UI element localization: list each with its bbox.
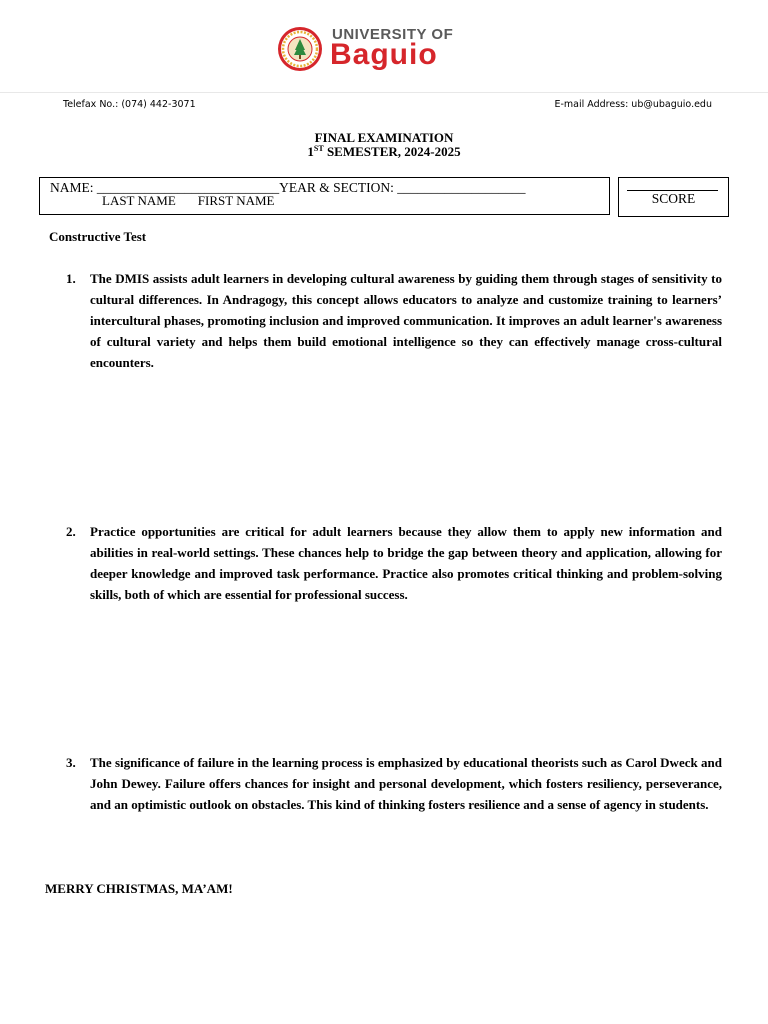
telefax-number: Telefax No.: (074) 442-3071	[63, 99, 196, 110]
semester-text: SEMESTER, 2024-2025	[323, 144, 461, 159]
score-box	[618, 177, 729, 217]
closing-greeting: MERRY CHRISTMAS, MA’AM!	[45, 881, 233, 896]
exam-semester	[0, 145, 768, 159]
email-address: E-mail Address: ub@ubaguio.edu	[554, 99, 712, 110]
name-year-section-line: NAME: ___________________________YEAR & SECTION: ___________________	[50, 180, 526, 195]
question-item	[66, 752, 722, 815]
question-number: 1.	[66, 271, 76, 286]
semester-number: 1	[307, 144, 314, 159]
name-section-box	[39, 177, 610, 215]
first-name-label: FIRST NAME	[197, 193, 275, 208]
question-item	[66, 521, 722, 605]
question-text: The significance of failure in the learning process is emphasized by educational theorists such as Carol Dweck and John Dewey. Failure offers chances for insight and personal development, which fosters resiliency, perseverance, and an optimistic outlook on obstacles. This kind of thinking fosters resilience and a sense of agency in students.	[90, 755, 722, 812]
exam-title: FINAL EXAMINATION	[314, 130, 454, 145]
section-title: Constructive Test	[49, 229, 147, 244]
question-text: The DMIS assists adult learners in developing cultural awareness by guiding them through stages of sensitivity to cultural differences. In Andragogy, this concept allows educators to analyze and customize training to learners’ intercultural phases, promoting inclusion and improved communication. It improves an adult learner's awareness of cultural variety and helps them build emotional intelligence so they can effectively manage cross-cultural encounters.	[90, 271, 722, 370]
exam-title-block	[0, 131, 768, 159]
semester-ordinal: ST	[313, 144, 324, 153]
name-sublabels	[102, 193, 275, 209]
letterhead	[0, 0, 768, 93]
score-label: SCORE	[651, 191, 696, 206]
last-name-label: LAST NAME	[102, 193, 176, 208]
question-item	[66, 268, 722, 373]
question-text: Practice opportunities are critical for adult learners because they allow them to apply new information and abilities in real-world settings. These chances help to bridge the gap between theory and application, allowing for deeper knowledge and improved task performance. Practice also promotes critical thinking and problem-solving skills, both of which are essential for professional success.	[90, 524, 722, 602]
university-seal-icon	[277, 26, 323, 72]
question-number: 2.	[66, 524, 76, 539]
university-logo	[277, 26, 489, 72]
brand-name-top: UNIVERSITY OF	[332, 26, 454, 43]
brand-name-bottom: Baguio	[330, 38, 438, 71]
question-number: 3.	[66, 755, 76, 770]
